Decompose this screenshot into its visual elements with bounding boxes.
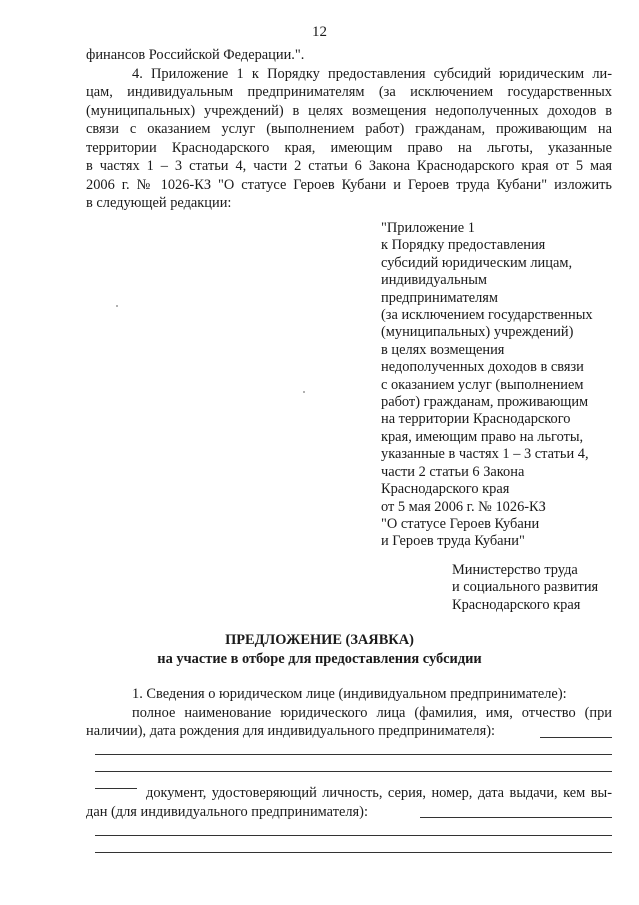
amendment-line: в следующей редакции:: [86, 195, 232, 211]
amendment-line: цам, индивидуальным предпринимателям (за исключением государственных: [86, 84, 612, 100]
appendix-line: недополученных доходов в связи: [381, 359, 584, 376]
fullname-label: полное наименование юридического лица (фамилия, имя, отчество (при: [132, 704, 612, 721]
fullname-blank-line[interactable]: [95, 771, 612, 772]
page-number: 12: [312, 24, 327, 40]
document-blank-line[interactable]: [95, 835, 612, 836]
document-label: документ, удостоверяющий личность, серия, номер, дата выдачи, кем вы-: [146, 785, 612, 801]
appendix-line: в целях возмещения: [381, 341, 505, 358]
amendment-text: [86, 46, 612, 213]
section-1-heading: 1. Сведения о юридическом лице (индивидуальном предпринимателе):: [132, 686, 567, 702]
ministry-line: Краснодарского края: [452, 596, 581, 613]
amendment-line: 2006 г. № 1026-КЗ "О статусе Героев Кубани и Героев труда Кубани" изложить: [86, 176, 612, 193]
appendix-line: с оказанием услуг (выполнением: [381, 376, 584, 393]
section-1: [86, 685, 612, 741]
amendment-line: связи с оказанием услуг (выполнением работ) гражданам, проживающим на: [86, 121, 612, 137]
appendix-line: Краснодарского края: [381, 481, 510, 498]
appendix-line: к Порядку предоставления: [381, 237, 546, 254]
form-subtitle: на участие в отборе для предоставления субсидии: [157, 651, 482, 667]
appendix-line: части 2 статьи 6 Закона: [381, 463, 525, 480]
appendix-line: субсидий юридическим лицам,: [381, 254, 573, 271]
preamble-ending: финансов Российской Федерации.".: [86, 47, 305, 63]
amendment-line: 4. Приложение 1 к Порядку предоставления субсидий юридическим ли-: [132, 65, 612, 82]
appendix-line: индивидуальным: [381, 272, 487, 289]
fullname-blank-line[interactable]: [95, 754, 612, 755]
appendix-line: (муниципальных) учреждений): [381, 324, 574, 341]
ministry-addressee: [452, 562, 612, 614]
fullname-label-cont: наличии), дата рождения для индивидуального предпринимателя):: [86, 723, 495, 739]
appendix-line: "О статусе Героев Кубани: [381, 515, 540, 532]
amendment-line: (муниципальных) учреждений) в целях возмещения недополученных доходов в: [86, 102, 612, 119]
appendix-block: [381, 220, 611, 551]
appendix-line: края, имеющим право на льготы,: [381, 428, 584, 445]
amendment-line: в частях 1 – 3 статьи 4, части 2 статьи 6 Закона Краснодарского края от 5 мая: [86, 158, 612, 174]
appendix-line: (за исключением государственных: [381, 307, 593, 324]
appendix-line: указанные в частях 1 – 3 статьи 4,: [381, 446, 589, 463]
appendix-line: на территории Краснодарского: [381, 411, 571, 428]
document-blank-inline[interactable]: [420, 817, 612, 818]
appendix-line: предпринимателям: [381, 289, 499, 306]
ministry-line: и социального развития: [452, 579, 599, 596]
amendment-line: территории Краснодарского края, имеющим право на льготы, указанные: [86, 139, 612, 156]
fullname-blank-inline[interactable]: [540, 737, 612, 738]
appendix-line: от 5 мая 2006 г. № 1026-КЗ: [381, 498, 546, 515]
scan-speck: [116, 305, 118, 307]
document-blank-line[interactable]: [95, 852, 612, 853]
document-section: [86, 784, 612, 821]
ministry-line: Министерство труда: [452, 562, 578, 578]
document-label-cont: дан (для индивидуального предпринимателя):: [86, 803, 368, 820]
appendix-line: и Героев труда Кубани": [381, 533, 525, 550]
appendix-line: работ) гражданам, проживающим: [381, 394, 589, 411]
appendix-line: "Приложение 1: [381, 220, 475, 236]
scan-speck: [303, 391, 305, 393]
form-title: ПРЕДЛОЖЕНИЕ (ЗАЯВКА): [225, 632, 414, 648]
